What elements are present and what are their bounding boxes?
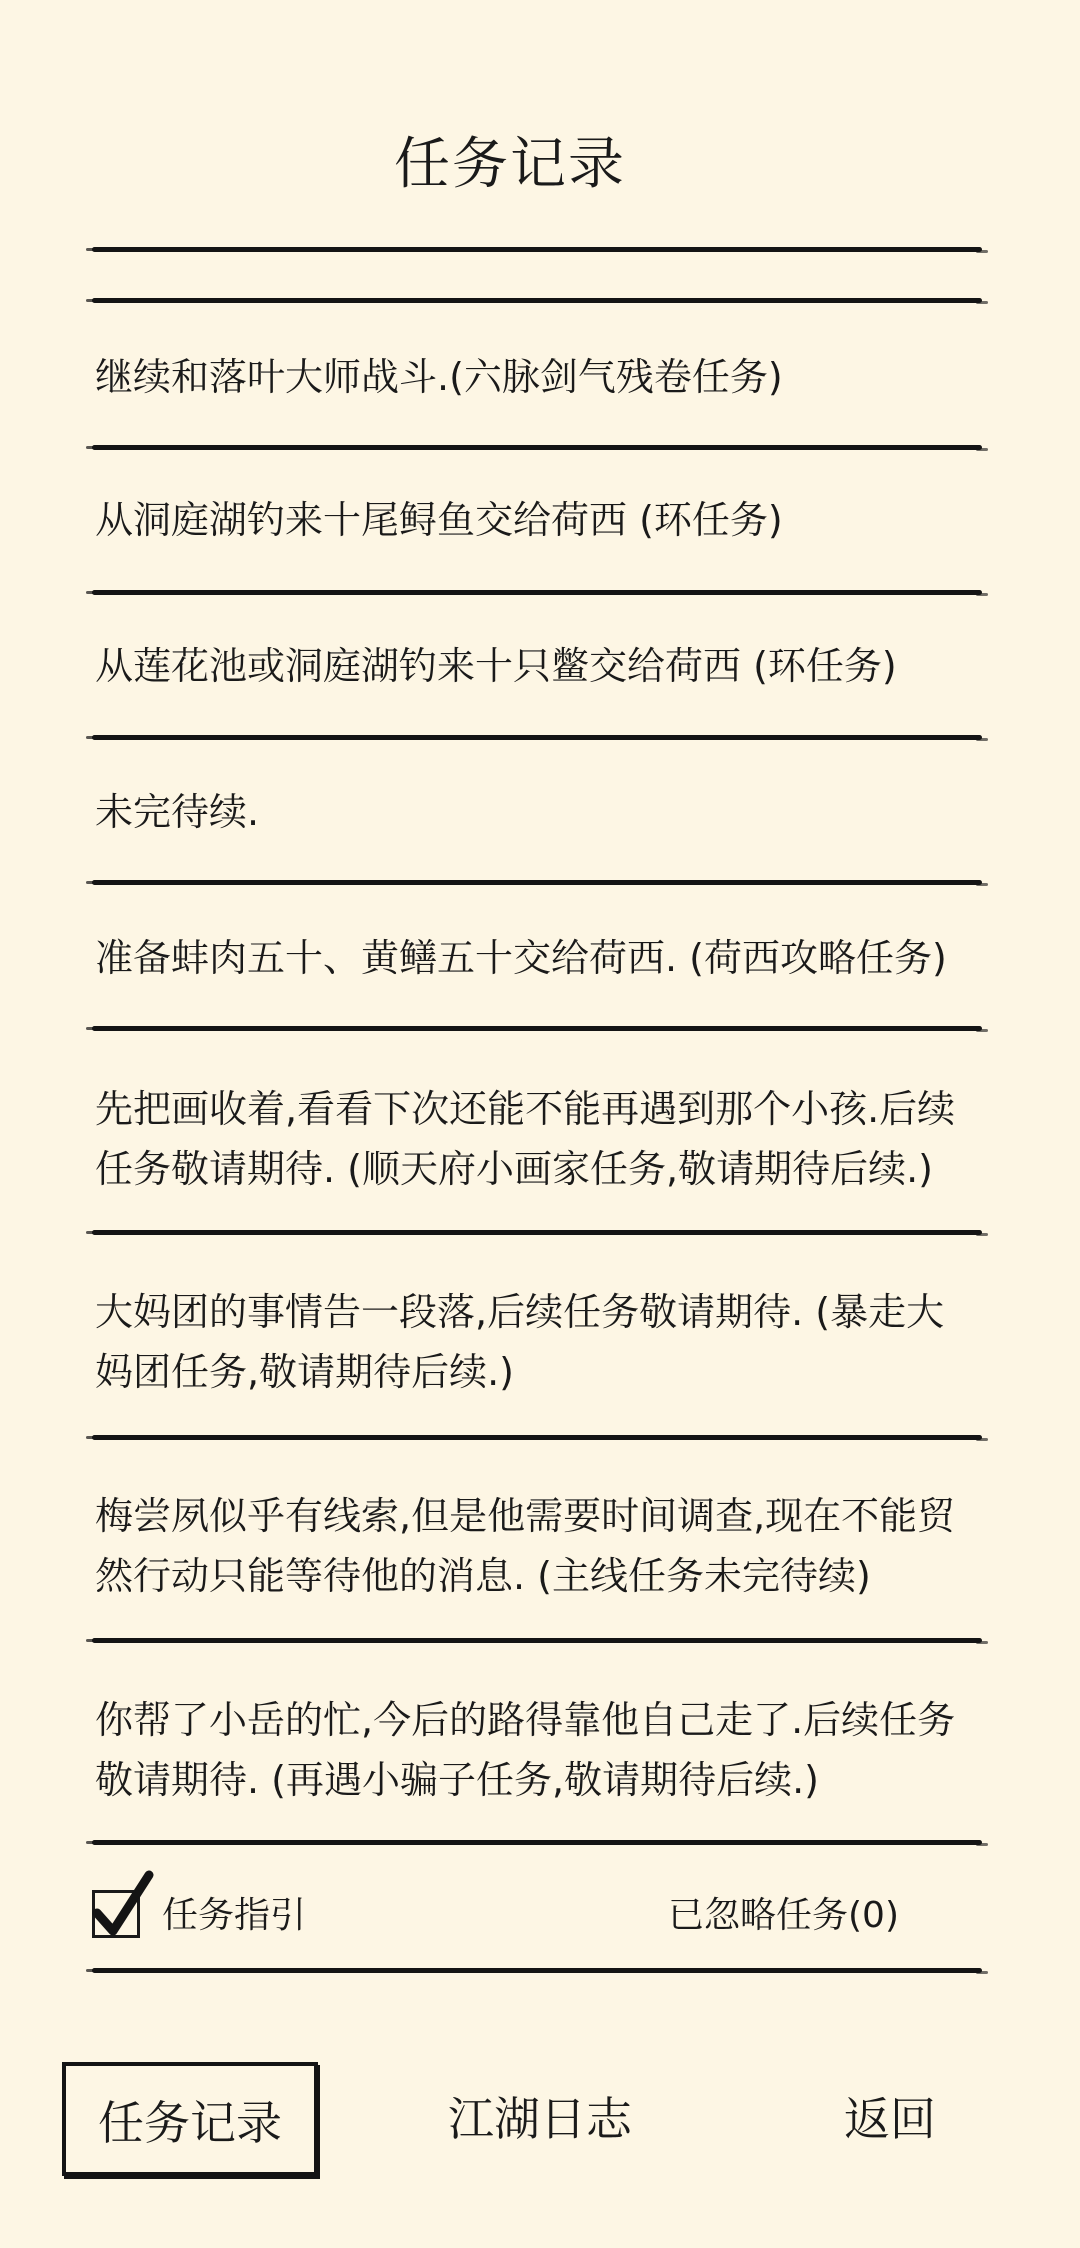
tab-task-record[interactable]: 任务记录 bbox=[62, 2062, 318, 2176]
divider bbox=[92, 445, 982, 450]
divider bbox=[92, 1026, 982, 1031]
tab-jianghu-log[interactable]: 江湖日志 bbox=[448, 2092, 632, 2146]
page-title: 任务记录 bbox=[394, 132, 626, 197]
divider bbox=[92, 880, 982, 885]
task-item[interactable]: 你帮了小岳的忙,今后的路得靠他自己走了.后续任务敬请期待. (再遇小骗子任务,敬请期待后续.) bbox=[95, 1698, 956, 1802]
task-item[interactable]: 梅尝夙似乎有线索,但是他需要时间调查,现在不能贸然行动只能等待他的消息. (主线任务未完待续) bbox=[95, 1494, 956, 1598]
task-item[interactable]: 准备蚌肉五十、黄鳝五十交给荷西. (荷西攻略任务) bbox=[95, 936, 947, 980]
task-item[interactable]: 先把画收着,看看下次还能不能再遇到那个小孩.后续任务敬请期待. (顺天府小画家任务,敬请期待后续.) bbox=[95, 1087, 956, 1191]
back-button[interactable]: 返回 bbox=[844, 2092, 936, 2146]
checkmark-icon bbox=[87, 1869, 157, 1943]
guide-checkbox[interactable] bbox=[92, 1890, 140, 1938]
task-item[interactable]: 大妈团的事情告一段落,后续任务敬请期待. (暴走大妈团任务,敬请期待后续.) bbox=[95, 1290, 945, 1394]
task-options bbox=[0, 1878, 1080, 1958]
divider bbox=[92, 1968, 982, 1973]
divider bbox=[92, 1840, 982, 1845]
task-item[interactable]: 从洞庭湖钓来十尾鲟鱼交给荷西 (环任务) bbox=[95, 498, 783, 542]
divider bbox=[92, 1638, 982, 1643]
divider bbox=[92, 735, 982, 740]
divider bbox=[92, 590, 982, 595]
divider bbox=[92, 298, 982, 303]
divider bbox=[92, 247, 982, 252]
task-item[interactable]: 未完待续. bbox=[95, 790, 260, 834]
guide-label: 任务指引 bbox=[162, 1895, 307, 1936]
divider bbox=[92, 1230, 982, 1235]
ignored-tasks-button[interactable]: 已忽略任务(0) bbox=[668, 1895, 899, 1936]
task-item[interactable]: 从莲花池或洞庭湖钓来十只鳖交给荷西 (环任务) bbox=[95, 644, 897, 688]
divider bbox=[92, 1435, 982, 1440]
task-item[interactable]: 继续和落叶大师战斗.(六脉剑气残卷任务) bbox=[95, 355, 783, 399]
